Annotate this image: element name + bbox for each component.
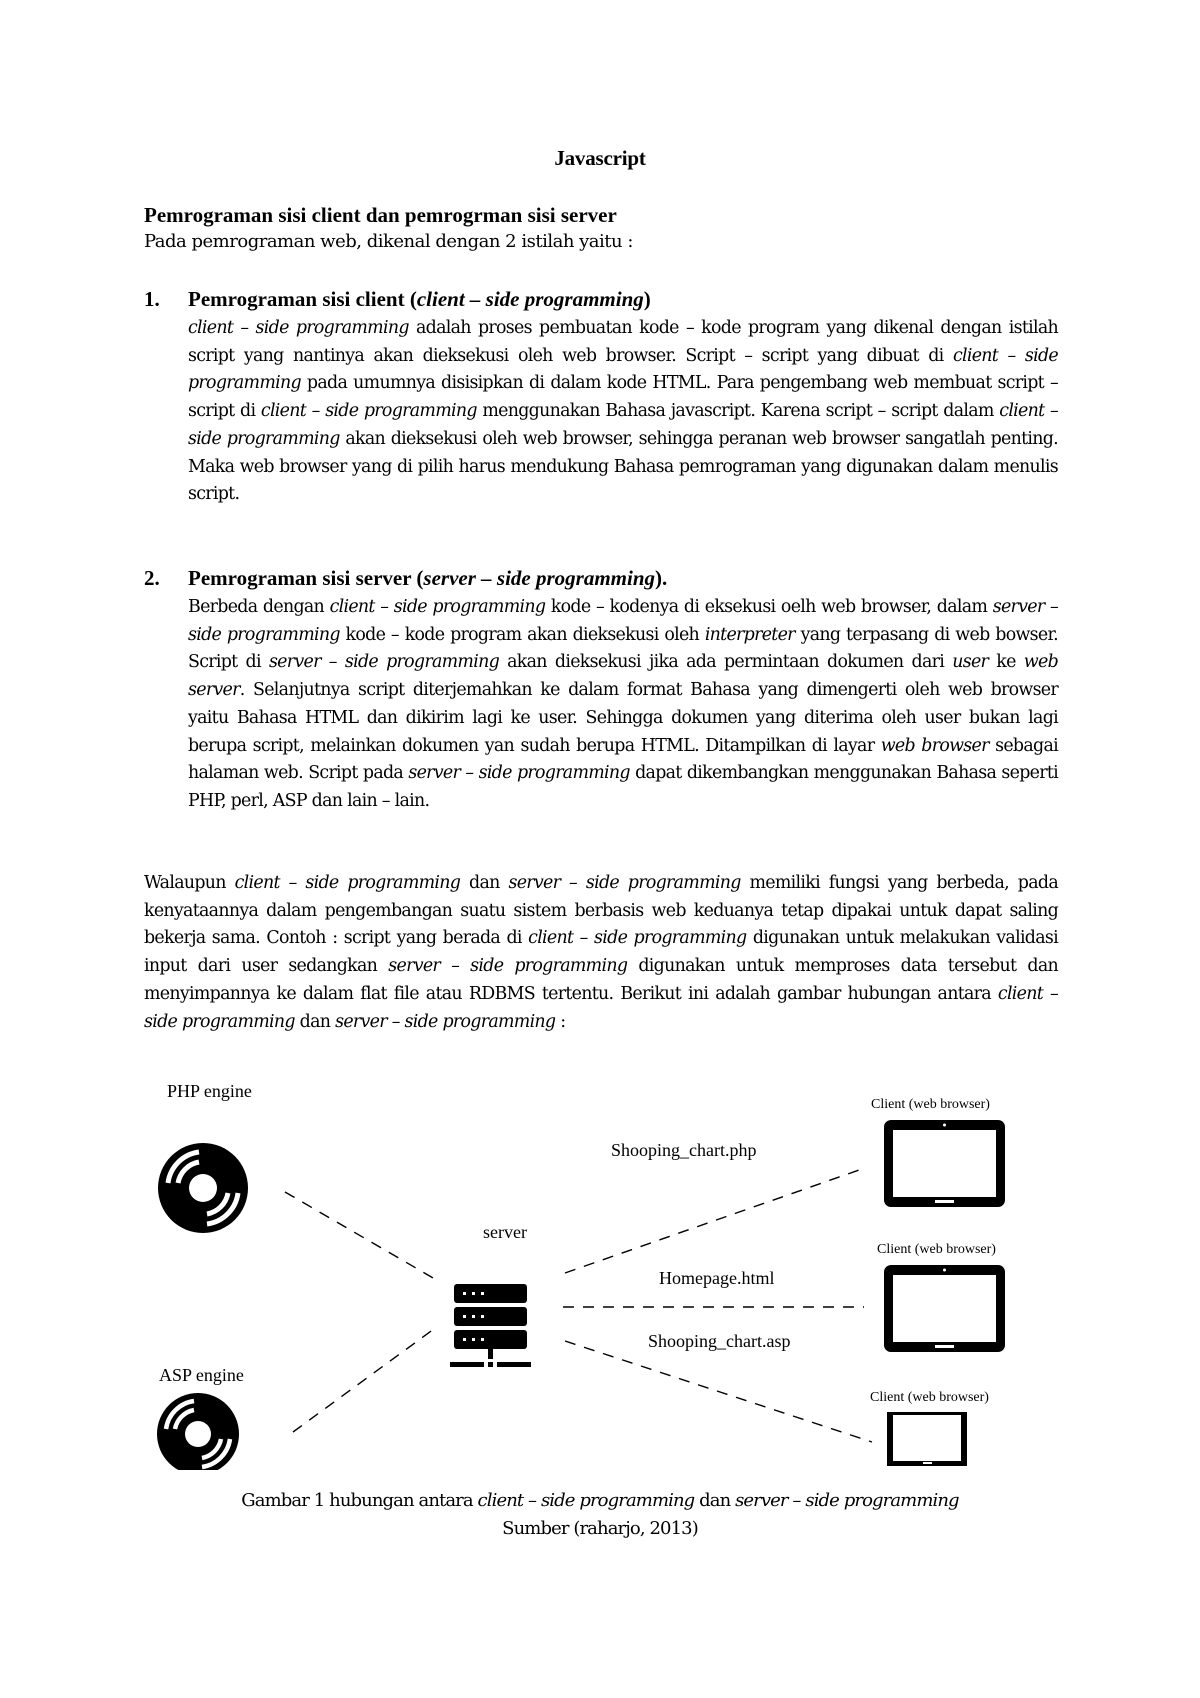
italic-term: client – side programming bbox=[234, 873, 461, 893]
italic-term: interpreter bbox=[704, 624, 795, 645]
client-label: Client (web browser) bbox=[870, 1390, 989, 1405]
document-title: Javascript bbox=[554, 146, 646, 170]
php-server-line bbox=[285, 1192, 440, 1282]
text-run: akan dieksekusi jika ada permintaan dokumen dari bbox=[499, 652, 953, 673]
client-label: Client (web browser) bbox=[871, 1097, 990, 1112]
italic-term: web browser bbox=[880, 735, 989, 756]
diagram-canvas bbox=[0, 1060, 1200, 1470]
text-run: kode – kodenya di eksekusi oelh web browser, dalam bbox=[545, 597, 993, 617]
text-run: adalah proses pembuatan kode – kode program yang dikenal dengan istilah script yang nantinya akan dieksekusi oleh web browser. Script – script yang dibuat di bbox=[188, 318, 1059, 366]
italic-term: client – side programming bbox=[329, 597, 546, 617]
text-run: menggunakan Bahasa javascript. Karena script – script dalam bbox=[476, 401, 1000, 422]
php-engine-label: PHP engine bbox=[167, 1081, 252, 1101]
caption-text: Gambar 1 hubungan antara bbox=[241, 1490, 478, 1511]
connection-label: Shooping_chart.php bbox=[611, 1140, 757, 1160]
text-run: memiliki fungsi yang berbeda, pada kenyataannya dalam pengembangan suatu sistem berbasis web keduanya tetap dipakai untuk dapat saling bekerja sama. Contoh : script yang berada di bbox=[144, 873, 1058, 949]
text-run: pada umumnya disisipkan di dalam kode HTML. Para pengembang web membuat script – script di bbox=[188, 373, 1058, 422]
list-title-italic: client – side programming bbox=[416, 287, 644, 311]
list-title-italic: server – side programming bbox=[423, 566, 656, 590]
text-run: akan dieksekusi oleh web browser, sehingga peranan web browser sangatlah penting. Maka web browser yang di pilih harus mendukung Bahasa pemrograman yang digunakan dalam menulis script. bbox=[188, 428, 1059, 505]
italic-term: server – side programming bbox=[335, 1011, 556, 1032]
italic-term: server – side programming bbox=[188, 597, 1058, 645]
list-title-end: ). bbox=[655, 566, 668, 590]
text-run: sebagai halaman web. Script pada bbox=[188, 735, 1058, 784]
asp-server-line bbox=[293, 1326, 438, 1432]
list-title bbox=[188, 287, 651, 312]
caption-text: dan bbox=[694, 1490, 736, 1511]
text-run: : bbox=[555, 1011, 566, 1032]
disc-icon bbox=[158, 1143, 248, 1233]
body-paragraph bbox=[144, 870, 1058, 1036]
list-title-text: Pemrograman sisi server ( bbox=[188, 566, 424, 590]
caption-line bbox=[0, 1487, 1200, 1515]
client-server-diagram bbox=[0, 1060, 1200, 1470]
text-run: digunakan untuk memproses data tersebut dan menyimpannya ke dalam flat file atau RDBMS tertentu. Berikut ini adalah gambar hubungan antara bbox=[144, 956, 1058, 1004]
text-run: ke bbox=[988, 652, 1024, 673]
text-run: digunakan untuk melakukan validasi input dari user sedangkan bbox=[144, 928, 1058, 977]
caption-italic: client – side programming bbox=[477, 1490, 695, 1511]
italic-term: client – side programming bbox=[188, 401, 1058, 449]
intro-text: Pada pemrograman web, dikenal dengan 2 istilah yaitu : bbox=[144, 231, 633, 252]
text-run: Walaupun bbox=[144, 873, 235, 893]
italic-term: client – side programming bbox=[144, 983, 1059, 1032]
caption-source: Sumber (raharjo, 2013) bbox=[502, 1518, 698, 1539]
text-run: dan bbox=[294, 1011, 336, 1032]
server-client3-line bbox=[565, 1341, 872, 1442]
text-run: dan bbox=[460, 873, 509, 893]
italic-term: server – side programming bbox=[508, 873, 741, 893]
text-run: dapat dikembangkan menggunakan Bahasa seperti PHP, perl, ASP dan lain – lain. bbox=[188, 763, 1058, 811]
server-label: server bbox=[483, 1222, 527, 1242]
list-title bbox=[188, 566, 667, 591]
list-title-text: Pemrograman sisi client ( bbox=[188, 287, 417, 311]
connection-label: Shooping_chart.asp bbox=[648, 1331, 791, 1351]
text-run: yang terpasang di web bowser. Script di bbox=[188, 624, 1058, 673]
section-heading: Pemrograman sisi client dan pemrogrman sisi server bbox=[144, 203, 617, 227]
tablet-icon bbox=[884, 1265, 1005, 1352]
italic-term: client – side programming bbox=[188, 318, 409, 338]
italic-term: client – side programming bbox=[260, 401, 477, 422]
client-label: Client (web browser) bbox=[877, 1242, 996, 1257]
disc-icon bbox=[157, 1393, 239, 1470]
italic-term: server – side programming bbox=[408, 763, 630, 784]
list-body bbox=[188, 594, 1058, 816]
italic-term: server – side programming bbox=[388, 956, 628, 977]
caption-italic: server – side programming bbox=[735, 1490, 959, 1511]
italic-term: web server bbox=[188, 652, 1059, 701]
italic-term: client – side programming bbox=[188, 345, 1059, 394]
list-body bbox=[188, 315, 1058, 509]
text-run: kode – kode program akan dieksekusi oleh bbox=[339, 624, 705, 645]
asp-engine-label: ASP engine bbox=[159, 1365, 244, 1385]
tablet-icon bbox=[887, 1412, 967, 1466]
italic-term: user bbox=[952, 652, 989, 673]
text-run: Berbeda dengan bbox=[188, 597, 330, 617]
tablet-icon bbox=[884, 1120, 1005, 1207]
server-client1-line bbox=[565, 1169, 862, 1273]
figure-caption bbox=[0, 1487, 1200, 1543]
connection-label: Homepage.html bbox=[659, 1268, 775, 1288]
list-title-end: ) bbox=[643, 287, 651, 311]
server-icon bbox=[450, 1284, 531, 1367]
italic-term: server – side programming bbox=[268, 652, 500, 673]
list-number: 1. bbox=[144, 287, 160, 311]
text-run: . Selanjutnya script diterjemahkan ke dalam format Bahasa yang dimengerti oleh web browser yaitu Bahasa HTML dan dikirim lagi ke user. Sehingga dokumen yang diterima oleh user bukan lagi berupa script, melainkan dokumen yan sudah berupa HTML. Ditampilkan di layar bbox=[188, 680, 1058, 756]
list-number: 2. bbox=[144, 566, 160, 590]
italic-term: client – side programming bbox=[528, 928, 747, 949]
